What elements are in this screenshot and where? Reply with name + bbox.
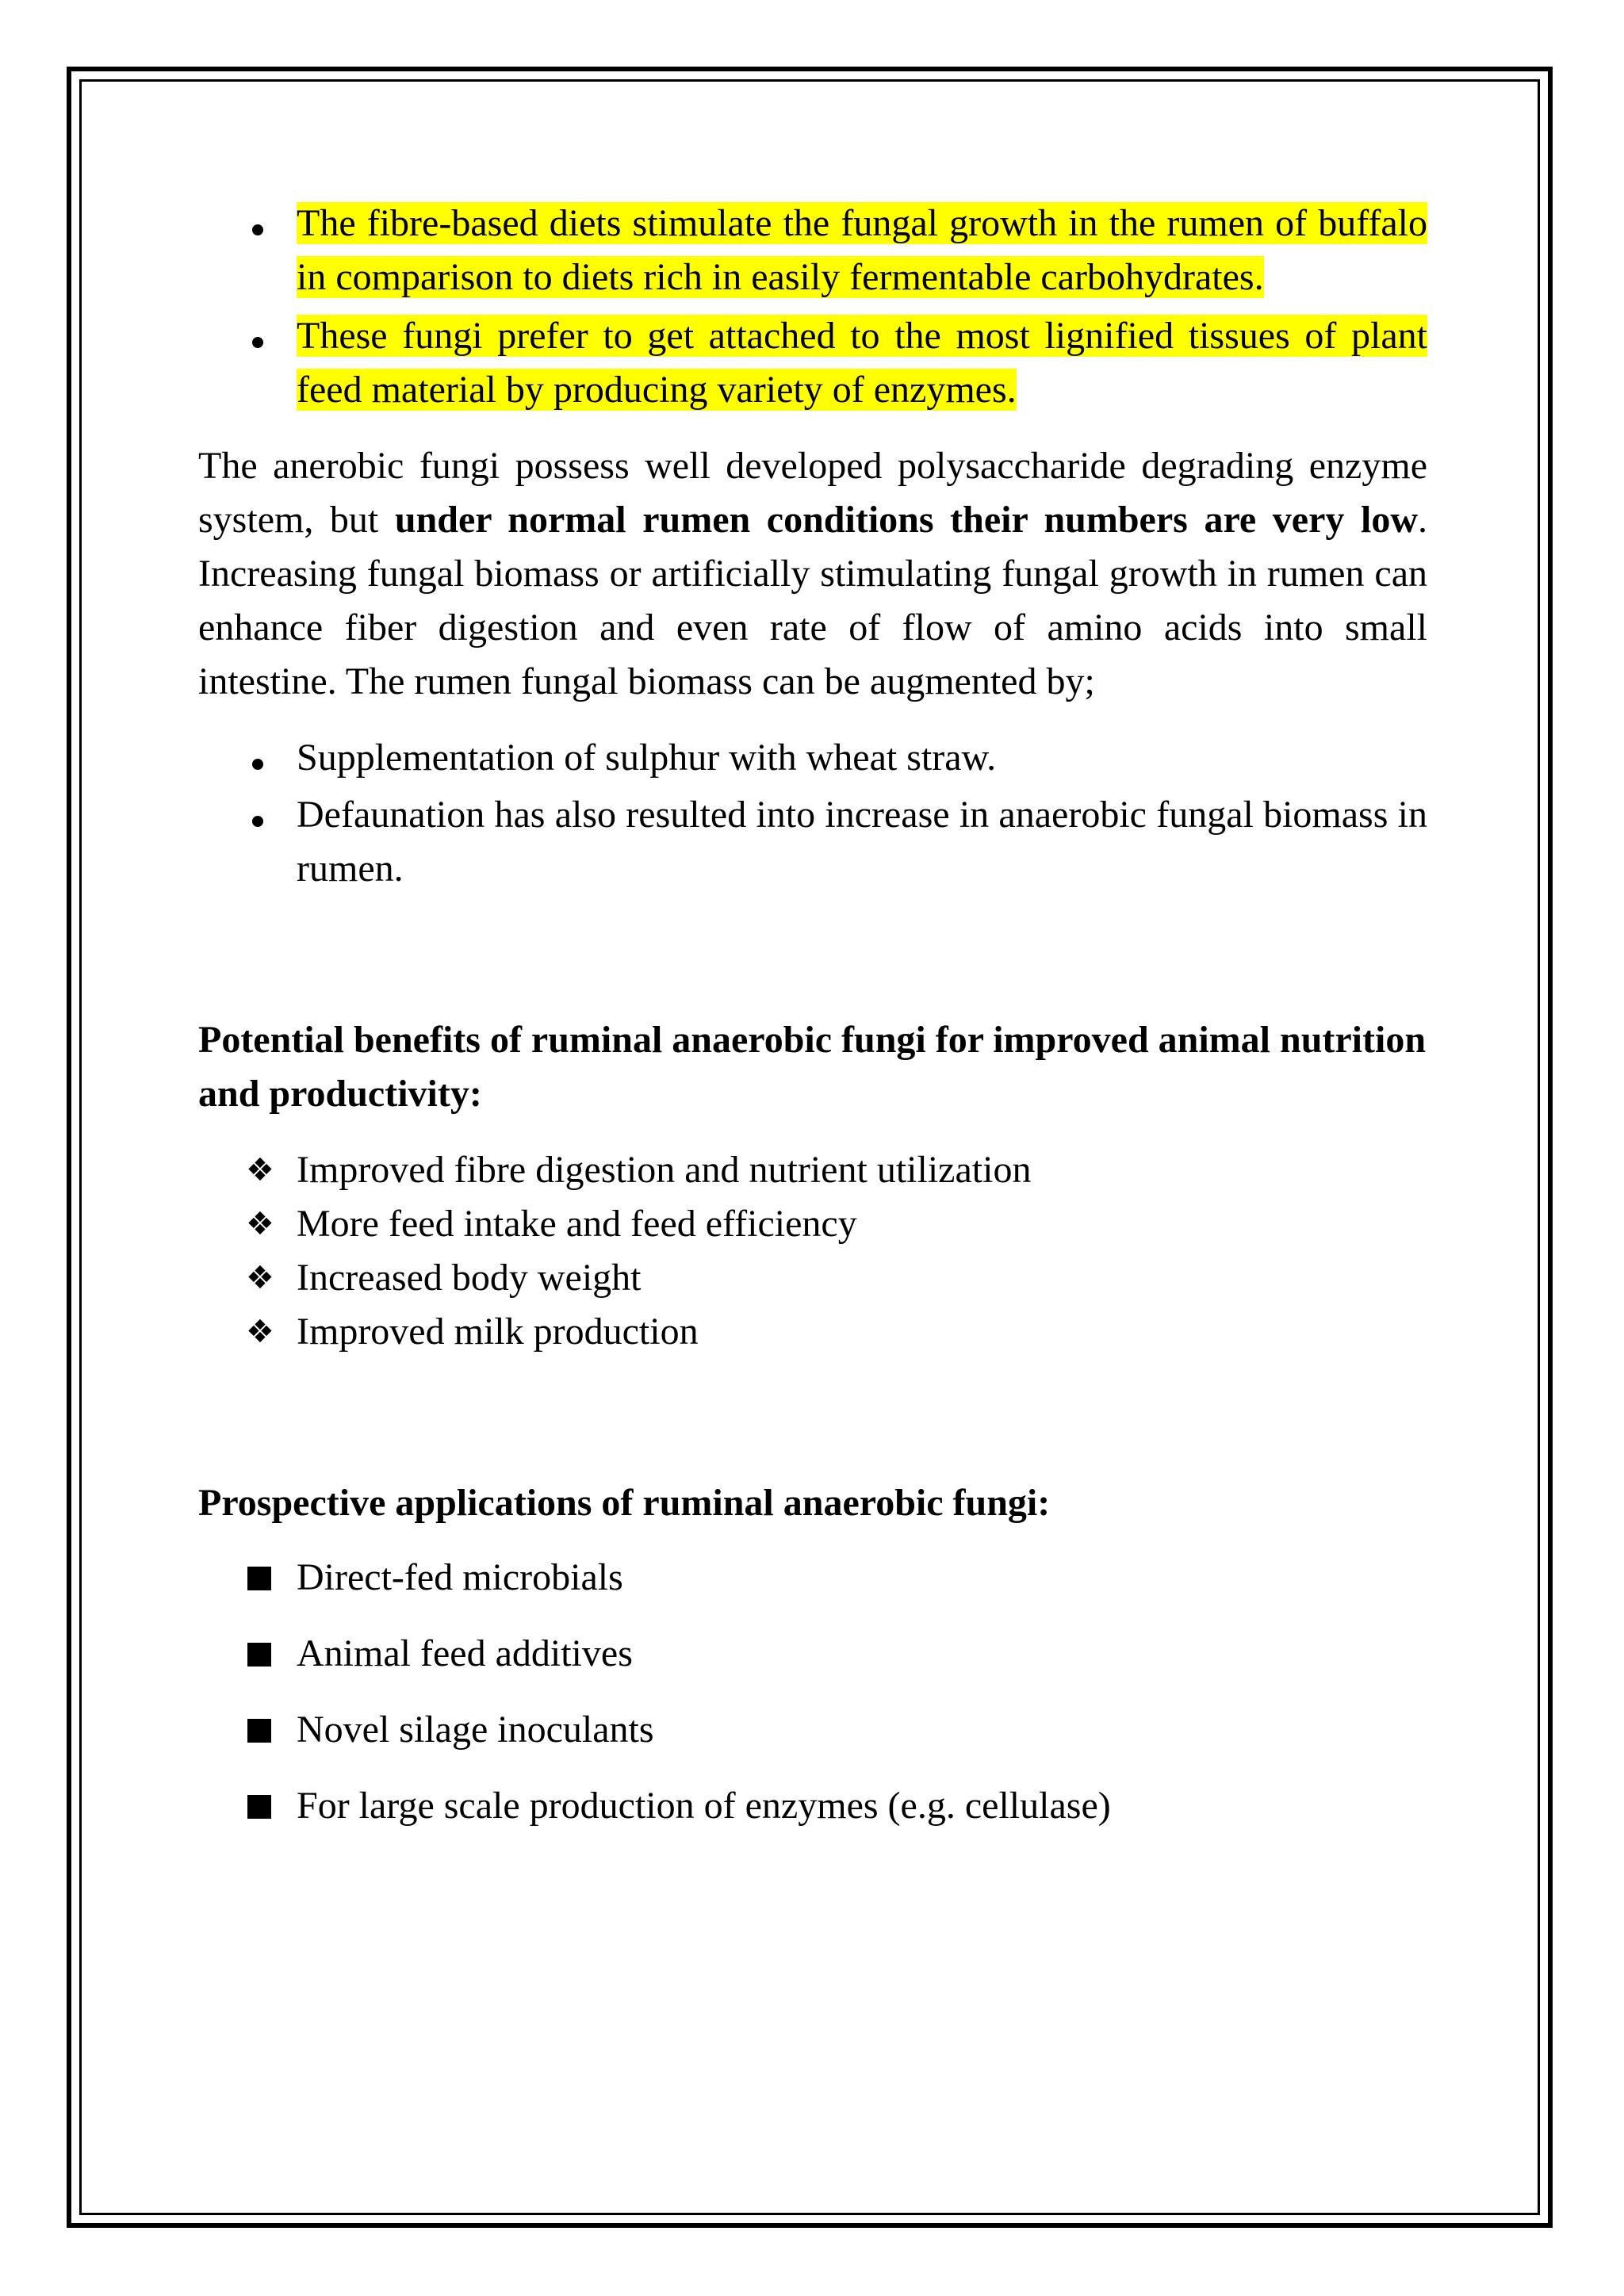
list-item: [198, 1779, 1427, 1833]
augment-bullet-list: [198, 731, 1427, 896]
applications-heading: Prospective applications of ruminal anaerobic fungi:: [198, 1482, 1051, 1524]
square-bullet-icon: [246, 1551, 285, 1605]
list-item: [198, 197, 1427, 304]
square-bullet-icon: [246, 1703, 285, 1758]
diamond-bullet-icon: ❖: [246, 1206, 274, 1242]
list-item-text: For large scale production of enzymes (e.g. cellulase): [297, 1785, 1111, 1827]
applications-list: [198, 1551, 1427, 1833]
list-item: [198, 1551, 1427, 1605]
benefits-list: [198, 1143, 1427, 1359]
highlighted-text: The fibre-based diets stimulate the fungal growth in the rumen of buffalo in comparison to diets rich in easily fermentable carbohydrates.: [297, 202, 1427, 298]
highlighted-text: These fungi prefer to get attached to the most lignified tissues of plant feed material by producing variety of enzymes.: [297, 315, 1427, 411]
diamond-bullet-icon: ❖: [246, 1260, 274, 1296]
list-item-text: Novel silage inoculants: [297, 1709, 654, 1751]
bullet-dot-icon: [246, 731, 285, 785]
list-item: [198, 1703, 1427, 1757]
list-item-text: Animal feed additives: [297, 1632, 633, 1674]
list-item-text: Defaunation has also resulted into increase in anaerobic fungal biomass in rumen.: [297, 794, 1427, 890]
benefits-heading: Potential benefits of ruminal anaerobic fungi for improved animal nutrition and productivity:: [198, 1019, 1427, 1115]
list-item-text: Improved milk production: [297, 1311, 699, 1353]
list-item: [198, 1305, 1427, 1359]
highlighted-bullet-list: [198, 197, 1427, 417]
list-item: [198, 788, 1427, 896]
list-item-text: More feed intake and feed efficiency: [297, 1203, 857, 1245]
paragraph-text: The anerobic fungi possess well developed polysaccharide degrading enzyme system, but: [198, 445, 1427, 541]
square-bullet-icon: [246, 1779, 285, 1834]
bullet-dot-icon: [246, 309, 285, 363]
list-item: [198, 1251, 1427, 1305]
diamond-bullet-icon: ❖: [246, 1314, 274, 1350]
list-item-text: Direct-fed microbials: [297, 1556, 623, 1598]
document-body: [198, 197, 1427, 1855]
list-item-text: Supplementation of sulphur with wheat straw.: [297, 737, 997, 779]
list-item: [198, 1197, 1427, 1251]
list-item: [198, 1143, 1427, 1197]
bullet-dot-icon: [246, 788, 285, 842]
paragraph-text: . Increasing fungal biomass or artificially stimulating fungal growth in rumen can enhance fiber digestion and even rate of flow of amino acids into small intestine. The rumen fungal biomass can be augmented by;: [198, 499, 1428, 702]
list-item-text: Improved fibre digestion and nutrient utilization: [297, 1149, 1032, 1191]
list-item: [198, 309, 1427, 417]
paragraph-bold-text: under normal rumen conditions their numbers are very low: [394, 499, 1419, 541]
body-paragraph: [198, 439, 1427, 709]
diamond-bullet-icon: ❖: [246, 1152, 274, 1188]
list-item-text: Increased body weight: [297, 1257, 642, 1299]
list-item: [198, 1627, 1427, 1681]
bullet-dot-icon: [246, 197, 285, 251]
list-item: [198, 731, 1427, 785]
square-bullet-icon: [246, 1627, 285, 1682]
